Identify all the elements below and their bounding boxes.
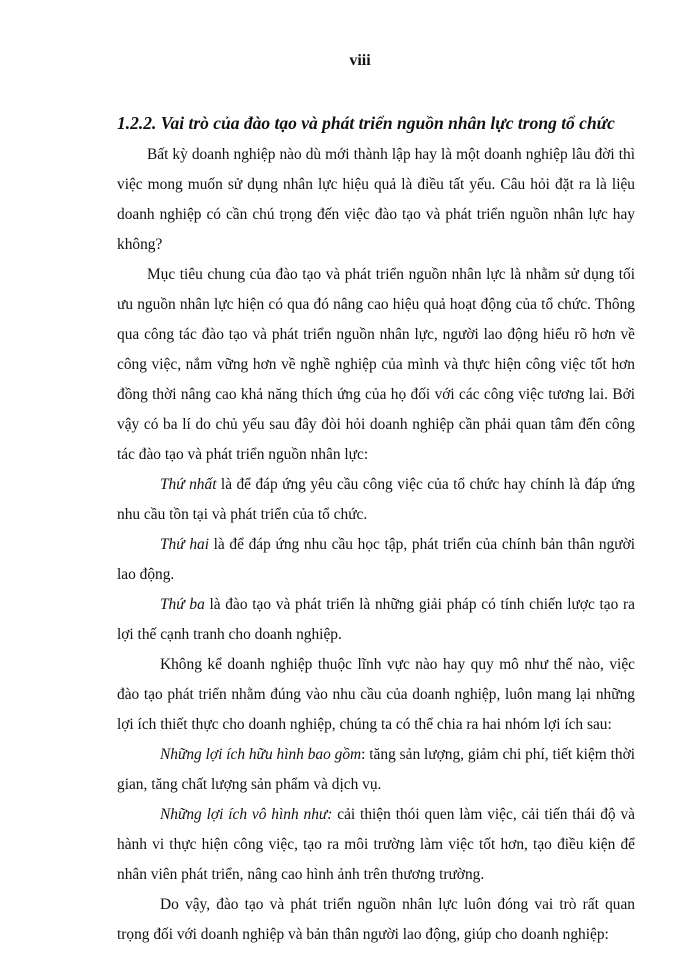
italic-lead: Thứ hai [160,536,209,553]
paragraph-text: là để đáp ứng nhu cầu học tập, phát triển của chính bản thân người lao động. [117,536,635,583]
paragraph-tangible-benefits [117,740,635,800]
paragraph-text: Bất kỳ doanh nghiệp nào dù mới thành lập hay là một doanh nghiệp lâu đời thì việc mong muốn sử dụng nhân lực hiệu quả là điều tất yếu. Câu hỏi đặt ra là liệu doanh nghiệp có cần chú trọng đến việc đào tạo và phát triển nguồn nhân lực hay không? [117,146,635,253]
paragraph-reason-1 [117,470,635,530]
paragraph-text: Không kể doanh nghiệp thuộc lĩnh vực nào hay quy mô như thế nào, việc đào tạo phát triển nhằm đúng vào nhu cầu của doanh nghiệp, luôn mang lại những lợi ích thiết thực cho doanh nghiệp, chúng ta có thể chia ra hai nhóm lợi ích sau: [117,656,635,733]
paragraph [117,140,635,260]
paragraph-text: Do vậy, đào tạo và phát triển nguồn nhân lực luôn đóng vai trò rất quan trọng đối với doanh nghiệp và bản thân người lao động, giúp cho doanh nghiệp: [117,896,635,943]
paragraph-reason-2 [117,530,635,590]
paragraph [117,890,635,950]
page-number: viii [349,52,371,69]
paragraph-text: là đào tạo và phát triển là những giải pháp có tính chiến lược tạo ra lợi thế cạnh tranh cho doanh nghiệp. [117,596,635,643]
italic-lead: Những lợi ích hữu hình bao gồm [160,746,362,763]
paragraph [117,260,635,470]
italic-lead: Thứ ba [160,596,205,613]
paragraph-reason-3 [117,590,635,650]
section-heading: 1.2.2. Vai trò của đào tạo và phát triển nguồn nhân lực trong tổ chức [117,113,615,133]
paragraph [117,650,635,740]
italic-lead: Thứ nhất [160,476,217,493]
italic-lead: Những lợi ích vô hình như: [160,806,333,823]
paragraph-intangible-benefits [117,800,635,890]
paragraph-text: là để đáp ứng yêu cầu công việc của tổ chức hay chính là đáp ứng nhu cầu tồn tại và phát triển của tổ chức. [117,476,635,523]
paragraph-text: : tăng sản lượng, giảm chi phí, tiết kiệm thời gian, tăng chất lượng sản phẩm và dịch vụ. [117,746,635,793]
paragraph-text: Mục tiêu chung của đào tạo và phát triển nguồn nhân lực là nhằm sử dụng tối ưu nguồn nhân lực hiện có qua đó nâng cao hiệu quả hoạt động của tổ chức. Thông qua công tác đào tạo và phát triển nguồn nhân lực, người lao động hiểu rõ hơn về công việc, nắm vững hơn về nghề nghiệp của mình và thực hiện công việc tốt hơn đồng thời nâng cao khả năng thích ứng của họ đối với các công việc tương lai. Bởi vậy có ba lí do chủ yếu sau đây đòi hỏi doanh nghiệp cần phải quan tâm đến công tác đào tạo và phát triển nguồn nhân lực: [117,266,635,463]
paragraph-text: cải thiện thói quen làm việc, cải tiến thái độ và hành vi thực hiện công việc, tạo ra môi trường làm việc tốt hơn, tạo điều kiện để nhân viên phát triển, nâng cao hình ảnh trên thương trường. [117,806,635,883]
document-body [117,110,635,950]
